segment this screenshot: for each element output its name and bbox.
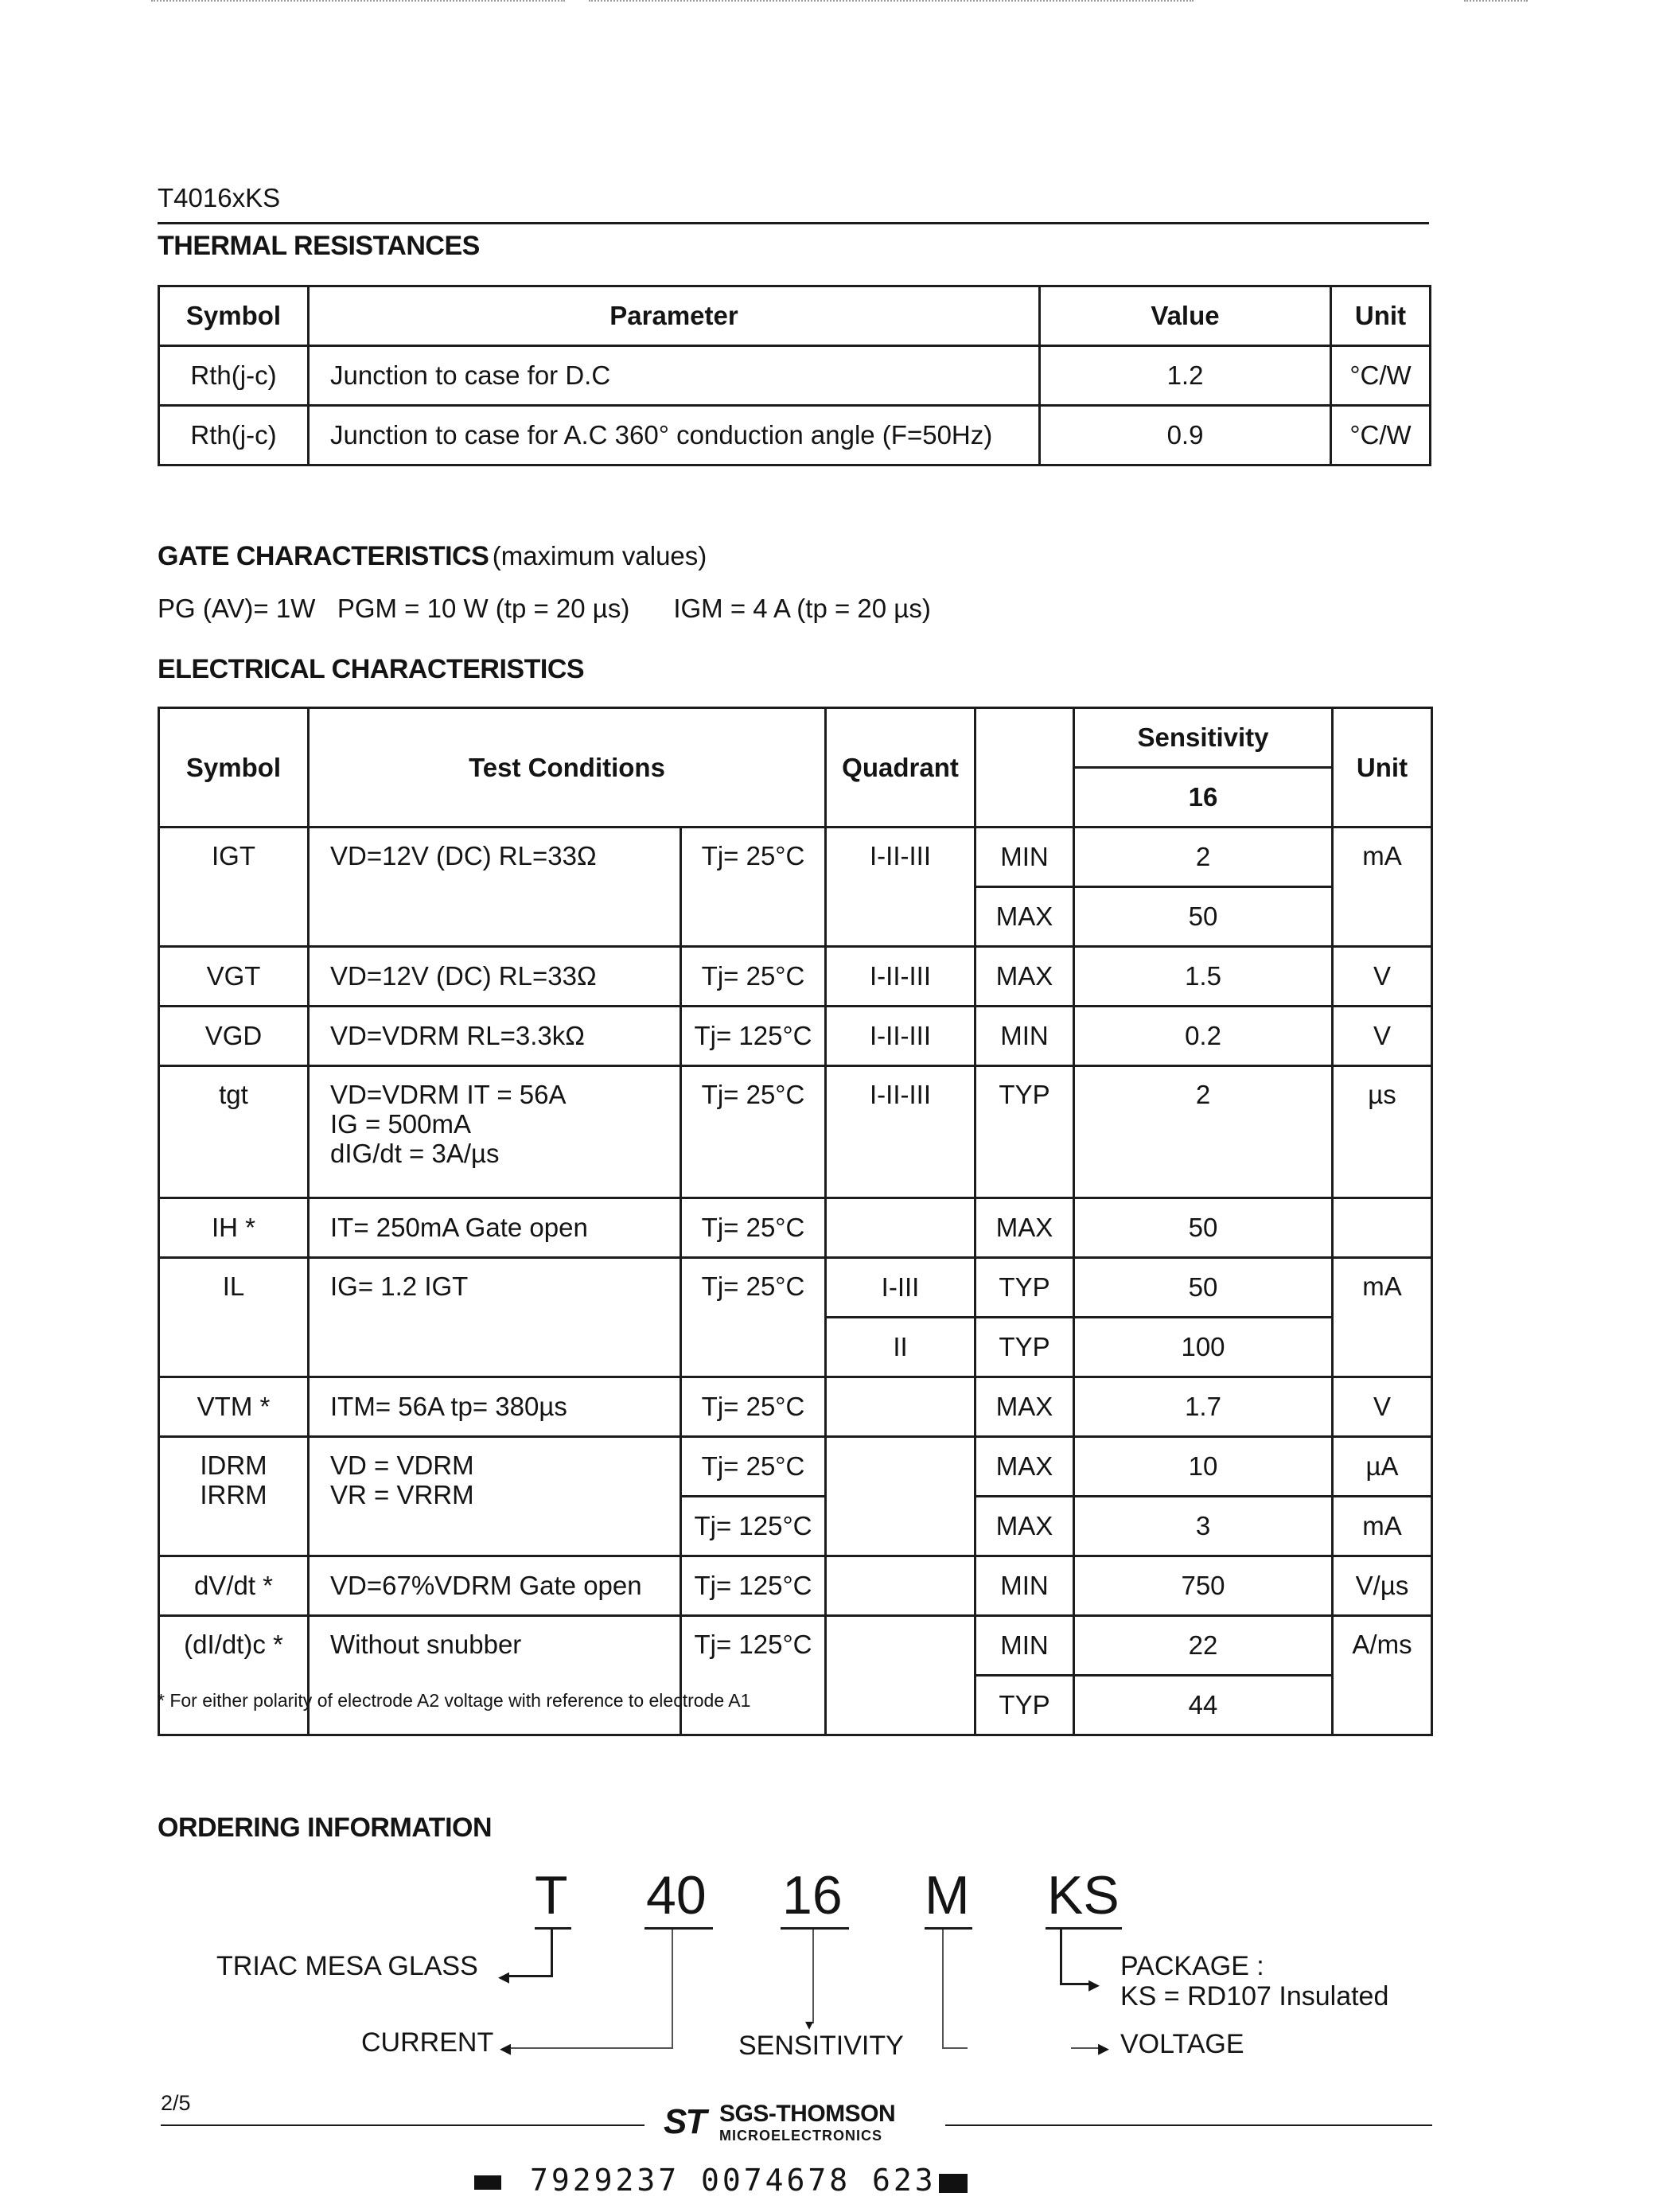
table-row bbox=[159, 1616, 1432, 1676]
table-row bbox=[159, 828, 1432, 887]
cell-tj: Tj= 125°C bbox=[681, 1616, 826, 1735]
cell-symbol: tgt bbox=[159, 1066, 309, 1198]
code-underline bbox=[925, 1927, 972, 1930]
code-underline bbox=[644, 1927, 713, 1930]
header-test-conditions: Test Conditions bbox=[309, 708, 826, 828]
cell-limit: MIN bbox=[975, 1616, 1074, 1676]
cell-limit: TYP bbox=[975, 1066, 1074, 1198]
connector-line bbox=[509, 1975, 553, 1977]
header-sensitivity: Sensitivity bbox=[1074, 708, 1333, 768]
cell-quadrant: I-II-III bbox=[826, 947, 975, 1007]
arrow-left-icon: ◂ bbox=[498, 1964, 510, 1988]
cell-value: 100 bbox=[1074, 1318, 1333, 1377]
cell-symbol: IL bbox=[159, 1258, 309, 1377]
cell-limit: TYP bbox=[975, 1676, 1074, 1735]
cell-conditions: ITM= 56A tp= 380µs bbox=[309, 1377, 681, 1437]
connector-line bbox=[942, 2047, 968, 2049]
cell-limit: MAX bbox=[975, 1437, 1074, 1497]
header-rule bbox=[158, 222, 1429, 224]
cell-tj: Tj= 125°C bbox=[681, 1497, 826, 1556]
cell-value: 22 bbox=[1074, 1616, 1333, 1676]
code-part-package: KS bbox=[1047, 1865, 1120, 1926]
table-row bbox=[159, 1198, 1432, 1258]
cell-unit: mA bbox=[1333, 1497, 1432, 1556]
cell-conditions: VD=12V (DC) RL=33Ω bbox=[309, 947, 681, 1007]
gate-section-subtitle: (maximum values) bbox=[492, 541, 707, 571]
cell-quadrant bbox=[826, 1616, 975, 1735]
cell-unit: V bbox=[1333, 947, 1432, 1007]
footer-rule-left bbox=[161, 2124, 644, 2126]
scan-artifact-line bbox=[151, 0, 565, 2]
table-row bbox=[159, 1556, 1432, 1616]
cell-limit: TYP bbox=[975, 1258, 1074, 1318]
barcode-block-right bbox=[939, 2174, 968, 2193]
cell-unit: V/µs bbox=[1333, 1556, 1432, 1616]
cell-unit: °C/W bbox=[1331, 346, 1431, 406]
cell-unit: V bbox=[1333, 1377, 1432, 1437]
cell-unit: µA bbox=[1333, 1437, 1432, 1497]
cell-limit: MIN bbox=[975, 1556, 1074, 1616]
cell-value: 1.5 bbox=[1074, 947, 1333, 1007]
cell-unit: A/ms bbox=[1333, 1616, 1432, 1735]
cell-tj: Tj= 125°C bbox=[681, 1556, 826, 1616]
cell-quadrant: I-II-III bbox=[826, 1066, 975, 1198]
connector-line bbox=[1060, 1930, 1062, 1985]
cell-limit: MAX bbox=[975, 1198, 1074, 1258]
cell-value: 1.2 bbox=[1040, 346, 1331, 406]
cell-conditions: IT= 250mA Gate open bbox=[309, 1198, 681, 1258]
cell-symbol: VGT bbox=[159, 947, 309, 1007]
symbol-line: IRRM bbox=[200, 1480, 267, 1509]
cell-symbol: IGT bbox=[159, 828, 309, 947]
footer-rule-right bbox=[945, 2124, 1432, 2126]
cell-conditions: IG= 1.2 IGT bbox=[309, 1258, 681, 1377]
electrical-section-title: ELECTRICAL CHARACTERISTICS bbox=[158, 654, 585, 684]
cell-unit bbox=[1333, 1198, 1432, 1258]
cell-limit: MAX bbox=[975, 947, 1074, 1007]
condition-line: dIG/dt = 3A/µs bbox=[330, 1139, 500, 1168]
barcode-text: 7929237 0074678 623 bbox=[530, 2163, 937, 2198]
arrow-right-icon: ▸ bbox=[1098, 2035, 1110, 2060]
cell-limit: MIN bbox=[975, 1007, 1074, 1066]
cell-unit: mA bbox=[1333, 828, 1432, 947]
cell-limit: MIN bbox=[975, 828, 1074, 887]
cell-value: 10 bbox=[1074, 1437, 1333, 1497]
cell-conditions: VD=12V (DC) RL=33Ω bbox=[309, 828, 681, 947]
thermal-header-row bbox=[159, 286, 1431, 346]
cell-conditions bbox=[309, 1066, 681, 1198]
connector-line bbox=[672, 1930, 673, 2049]
cell-parameter: Junction to case for D.C bbox=[309, 346, 1040, 406]
cell-unit: °C/W bbox=[1331, 406, 1431, 465]
cell-tj: Tj= 25°C bbox=[681, 1258, 826, 1377]
condition-line: VR = VRRM bbox=[330, 1480, 474, 1509]
label-package: PACKAGE : bbox=[1120, 1951, 1264, 1981]
label-package-detail: KS = RD107 Insulated bbox=[1120, 1981, 1389, 2011]
connector-line bbox=[511, 2047, 673, 2049]
electrical-table bbox=[158, 707, 1433, 1736]
header-symbol: Symbol bbox=[159, 286, 309, 346]
gate-section-title: GATE CHARACTERISTICS bbox=[158, 541, 489, 571]
cell-tj: Tj= 25°C bbox=[681, 828, 826, 947]
arrow-down-icon: ▾ bbox=[805, 2016, 814, 2034]
header-value: Value bbox=[1040, 286, 1331, 346]
symbol-line: IDRM bbox=[200, 1451, 267, 1480]
cell-value: 750 bbox=[1074, 1556, 1333, 1616]
label-sensitivity: SENSITIVITY bbox=[738, 2031, 904, 2061]
cell-tj: Tj= 25°C bbox=[681, 947, 826, 1007]
label-triac-mesa-glass: TRIAC MESA GLASS bbox=[216, 1951, 478, 1981]
cell-quadrant bbox=[826, 1198, 975, 1258]
ordering-section-title: ORDERING INFORMATION bbox=[158, 1813, 493, 1843]
company-logo bbox=[664, 2101, 934, 2148]
cell-symbol: dV/dt * bbox=[159, 1556, 309, 1616]
cell-symbol: Rth(j-c) bbox=[159, 346, 309, 406]
electrical-header-row bbox=[159, 708, 1432, 768]
table-row bbox=[159, 346, 1431, 406]
cell-symbol: VGD bbox=[159, 1007, 309, 1066]
header-symbol: Symbol bbox=[159, 708, 309, 828]
cell-conditions: VD=VDRM RL=3.3kΩ bbox=[309, 1007, 681, 1066]
gate-values: PG (AV)= 1W PGM = 10 W (tp = 20 µs) IGM = 4 A (tp = 20 µs) bbox=[158, 594, 931, 623]
cell-symbol: Rth(j-c) bbox=[159, 406, 309, 465]
cell-unit: V bbox=[1333, 1007, 1432, 1066]
cell-limit: MAX bbox=[975, 1497, 1074, 1556]
code-part-current: 40 bbox=[646, 1865, 707, 1926]
electrical-footnote: * For either polarity of electrode A2 voltage with reference to electrode A1 bbox=[158, 1690, 751, 1711]
code-part-sensitivity: 16 bbox=[782, 1865, 843, 1926]
connector-line bbox=[942, 1930, 944, 2049]
table-row bbox=[159, 1437, 1432, 1497]
header-sensitivity-grade: 16 bbox=[1074, 768, 1333, 828]
part-number-title: T4016xKS bbox=[158, 183, 281, 212]
header-quadrant: Quadrant bbox=[826, 708, 975, 828]
thermal-table bbox=[158, 285, 1431, 466]
cell-symbol bbox=[159, 1437, 309, 1556]
cell-quadrant: II bbox=[826, 1318, 975, 1377]
cell-value: 3 bbox=[1074, 1497, 1333, 1556]
cell-conditions: VD=67%VDRM Gate open bbox=[309, 1556, 681, 1616]
cell-limit: TYP bbox=[975, 1318, 1074, 1377]
condition-line: VD = VDRM bbox=[330, 1451, 474, 1480]
condition-line: IG = 500mA bbox=[330, 1109, 472, 1139]
cell-tj: Tj= 25°C bbox=[681, 1066, 826, 1198]
code-underline bbox=[781, 1927, 849, 1930]
header-empty bbox=[975, 708, 1074, 828]
cell-tj: Tj= 25°C bbox=[681, 1377, 826, 1437]
table-row bbox=[159, 1377, 1432, 1437]
cell-tj: Tj= 25°C bbox=[681, 1437, 826, 1497]
thermal-section-title: THERMAL RESISTANCES bbox=[158, 231, 480, 261]
cell-quadrant bbox=[826, 1377, 975, 1437]
cell-limit: MAX bbox=[975, 1377, 1074, 1437]
barcode-block-left bbox=[474, 2175, 501, 2190]
cell-quadrant: I-III bbox=[826, 1258, 975, 1318]
arrow-left-icon: ◂ bbox=[500, 2035, 512, 2060]
cell-symbol: (dI/dt)c * bbox=[159, 1616, 309, 1735]
code-part-voltage: M bbox=[925, 1865, 970, 1926]
cell-value: 1.7 bbox=[1074, 1377, 1333, 1437]
cell-value: 50 bbox=[1074, 1258, 1333, 1318]
table-row bbox=[159, 1066, 1432, 1198]
table-row bbox=[159, 406, 1431, 465]
header-unit: Unit bbox=[1331, 286, 1431, 346]
table-row bbox=[159, 1258, 1432, 1318]
cell-quadrant: I-II-III bbox=[826, 828, 975, 947]
connector-line bbox=[812, 1930, 814, 2023]
cell-value: 0.2 bbox=[1074, 1007, 1333, 1066]
gate-section-heading bbox=[158, 541, 707, 572]
cell-symbol: VTM * bbox=[159, 1377, 309, 1437]
header-unit: Unit bbox=[1333, 708, 1432, 828]
cell-tj: Tj= 25°C bbox=[681, 1198, 826, 1258]
scan-artifact-line bbox=[1464, 0, 1528, 2]
cell-value: 2 bbox=[1074, 828, 1333, 887]
cell-value: 50 bbox=[1074, 887, 1333, 947]
company-subtitle: MICROELECTRONICS bbox=[719, 2128, 882, 2144]
cell-value: 2 bbox=[1074, 1066, 1333, 1198]
cell-conditions bbox=[309, 1437, 681, 1556]
connector-line bbox=[551, 1930, 553, 1977]
st-logo-mark: ST bbox=[664, 2102, 706, 2141]
label-voltage: VOLTAGE bbox=[1120, 2029, 1244, 2059]
cell-value: 44 bbox=[1074, 1676, 1333, 1735]
cell-conditions: Without snubber bbox=[309, 1616, 681, 1735]
cell-unit: µs bbox=[1333, 1066, 1432, 1198]
page-number: 2/5 bbox=[161, 2091, 191, 2115]
code-underline bbox=[1046, 1927, 1122, 1930]
cell-unit: mA bbox=[1333, 1258, 1432, 1377]
table-row bbox=[159, 1007, 1432, 1066]
cell-value: 0.9 bbox=[1040, 406, 1331, 465]
cell-limit: MAX bbox=[975, 887, 1074, 947]
arrow-right-icon: ▸ bbox=[1088, 1972, 1100, 1996]
table-row bbox=[159, 947, 1432, 1007]
cell-quadrant: I-II-III bbox=[826, 1007, 975, 1066]
cell-symbol: IH * bbox=[159, 1198, 309, 1258]
label-current: CURRENT bbox=[361, 2027, 494, 2058]
code-part-t: T bbox=[535, 1865, 568, 1926]
cell-quadrant bbox=[826, 1556, 975, 1616]
company-name: SGS-THOMSON bbox=[719, 2101, 896, 2127]
cell-quadrant bbox=[826, 1437, 975, 1556]
cell-tj: Tj= 125°C bbox=[681, 1007, 826, 1066]
condition-line: VD=VDRM IT = 56A bbox=[330, 1080, 567, 1109]
scan-artifact-line bbox=[589, 0, 1194, 2]
cell-value: 50 bbox=[1074, 1198, 1333, 1258]
header-parameter: Parameter bbox=[309, 286, 1040, 346]
cell-parameter: Junction to case for A.C 360° conduction angle (F=50Hz) bbox=[309, 406, 1040, 465]
code-underline bbox=[535, 1927, 571, 1930]
